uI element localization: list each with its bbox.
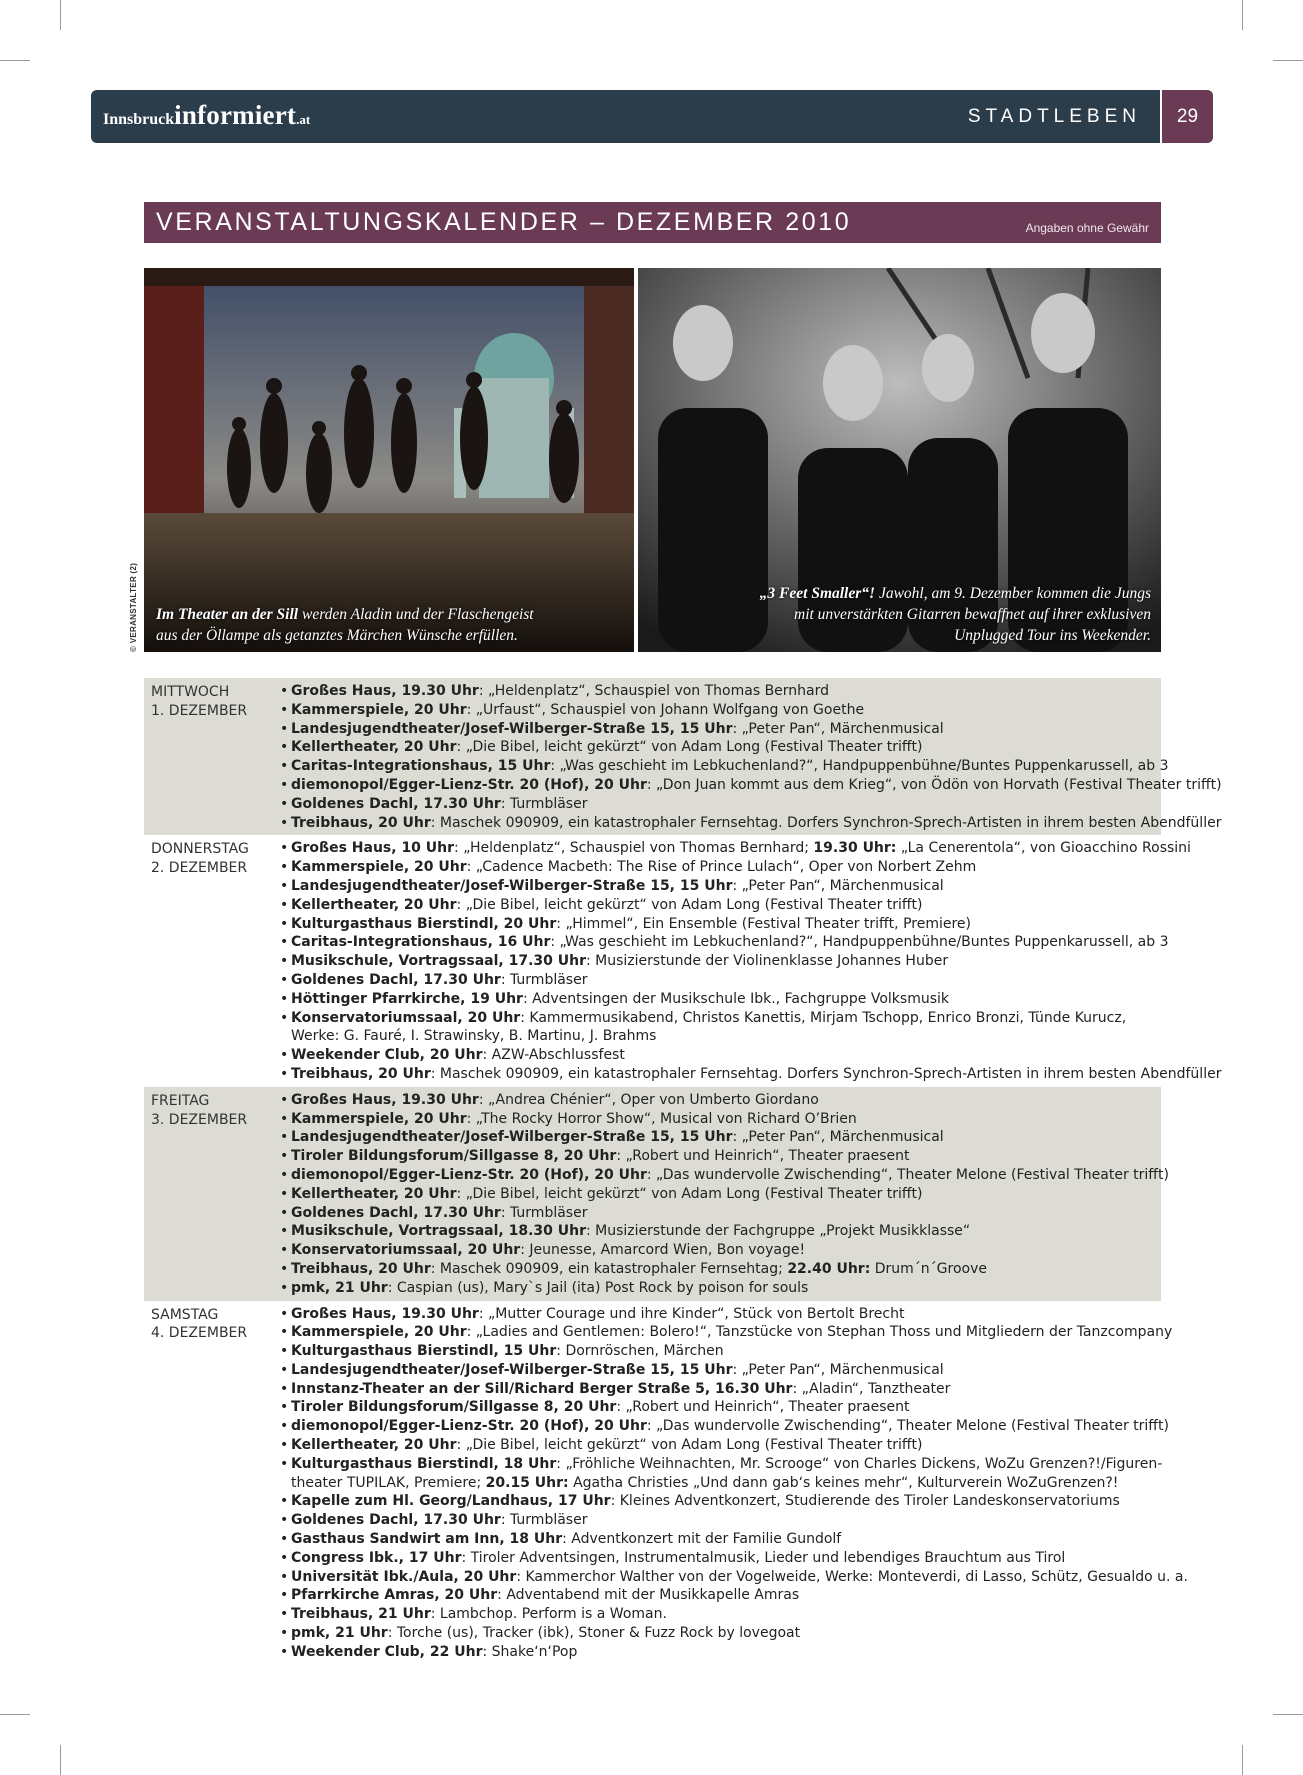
event-description: : Musizierstunde der Violinenklasse Johannes Huber xyxy=(586,953,949,970)
event-description: : Shake‘n‘Pop xyxy=(482,1643,578,1660)
event-venue-time: Höttinger Pfarrkirche, 19 Uhr xyxy=(291,990,523,1007)
day-label xyxy=(151,1092,247,1130)
photo-credit: © VERANSTALTER (2) xyxy=(129,562,138,652)
event-description: : „Peter Pan“, Märchenmusical xyxy=(732,1361,944,1378)
event-venue-time: Congress Ibk., 17 Uhr xyxy=(291,1549,462,1566)
event-description: : Jeunesse, Amarcord Wien, Bon voyage! xyxy=(520,1242,806,1259)
event-description: : Kleines Adventkonzert, Studierende des Tiroler Landeskonservatoriums xyxy=(610,1493,1120,1510)
event-venue-time: Landesjugendtheater/Josef-Wilberger-Straße 15, 15 Uhr xyxy=(291,1129,733,1146)
event-description: : Torche (us), Tracker (ibk), Stoner & Fuzz Rock by lovegoat xyxy=(387,1625,801,1642)
event-description-2: Drum´n´Groove xyxy=(870,1260,988,1277)
event-list xyxy=(280,1305,1188,1662)
event-description-continued: theater TUPILAK, Premiere; xyxy=(291,1474,486,1491)
event-item xyxy=(280,1204,1161,1223)
day-block xyxy=(144,1087,1169,1301)
brand-part2: informiert xyxy=(174,100,297,130)
event-time-3: 20.15 Uhr: xyxy=(485,1474,569,1491)
photo-band xyxy=(638,268,1161,652)
event-description: : „Andrea Chénier“, Oper von Umberto Giordano xyxy=(478,1091,819,1108)
event-description: : Adventabend mit der Musikkapelle Amras xyxy=(497,1587,800,1604)
event-description: : Adventkonzert mit der Familie Gundolf xyxy=(562,1531,842,1548)
event-item xyxy=(280,1436,1161,1455)
event-description: : „Heldenplatz“, Schauspiel von Thomas Bernhard xyxy=(478,683,830,699)
event-item xyxy=(280,971,1161,990)
event-item xyxy=(280,682,1161,701)
event-item xyxy=(280,1260,1161,1279)
event-description: : „Peter Pan“, Märchenmusical xyxy=(732,877,944,894)
event-item xyxy=(280,1279,1161,1298)
event-description: : „Cadence Macbeth: The Rise of Prince Lulach“, Oper von Norbert Zehm xyxy=(466,859,977,876)
caption-left-line2: aus der Öllampe als getanztes Märchen Wünsche erfüllen. xyxy=(156,627,518,644)
event-description: : AZW-Abschlussfest xyxy=(482,1047,625,1064)
event-venue-time: Weekender Club, 20 Uhr xyxy=(291,1047,483,1064)
event-item xyxy=(280,933,1169,952)
day-label xyxy=(151,1306,247,1344)
event-item xyxy=(280,877,1161,896)
event-description: : „Mutter Courage und ihre Kinder“, Stück von Bertolt Brecht xyxy=(478,1305,905,1322)
event-item xyxy=(280,720,1161,739)
event-venue-time: Großes Haus, 10 Uhr xyxy=(291,840,455,857)
calendar-title-bar xyxy=(144,202,1161,243)
event-venue-time: Kellertheater, 20 Uhr xyxy=(291,896,457,913)
crop-mark xyxy=(0,60,30,61)
event-item xyxy=(280,1361,1161,1380)
event-item xyxy=(280,1009,1161,1047)
event-description: : „Peter Pan“, Märchenmusical xyxy=(732,1129,944,1146)
event-description-continued: Werke: G. Fauré, I. Strawinsky, B. Martinu, J. Brahms xyxy=(291,1028,657,1045)
event-venue-time: diemonopol/Egger-Lienz-Str. 20 (Hof), 20 Uhr xyxy=(291,1166,647,1183)
date: 4. DEZEMBER xyxy=(151,1325,248,1342)
event-venue-time: Goldenes Dachl, 17.30 Uhr xyxy=(291,1512,501,1529)
event-description-3: Agatha Christies „Und dann gab‘s keines mehr“, Kulturverein WoZuGrenzen?! xyxy=(568,1474,1119,1491)
event-description: : „Don Juan kommt aus dem Krieg“, von Ödön von Horvath (Festival Theater trifft) xyxy=(646,776,1222,793)
event-item xyxy=(280,839,1191,858)
event-item xyxy=(280,1568,1188,1587)
event-venue-time: Großes Haus, 19.30 Uhr xyxy=(291,1305,479,1322)
event-item xyxy=(280,915,1161,934)
event-item xyxy=(280,776,1222,795)
event-item xyxy=(280,1605,1161,1624)
event-item xyxy=(280,814,1222,833)
event-venue-time: Konservatoriumssaal, 20 Uhr xyxy=(291,1242,521,1259)
dance-stage-image xyxy=(144,268,634,652)
event-description: : Maschek 090909, ein katastrophaler Fernsehtag. Dorfers Synchron-Sprech-Artisten in ihrem besten Abendfüller xyxy=(430,1065,1222,1082)
event-venue-time: Kellertheater, 20 Uhr xyxy=(291,1437,457,1454)
event-venue-time: Kapelle zum Hl. Georg/Landhaus, 17 Uhr xyxy=(291,1493,611,1510)
event-item xyxy=(280,1342,1161,1361)
event-item xyxy=(280,1241,1161,1260)
event-list xyxy=(280,1091,1169,1298)
event-venue-time: Großes Haus, 19.30 Uhr xyxy=(291,1091,479,1108)
caption-right-highlight: „3 Feet Smaller“! xyxy=(759,585,876,602)
event-item xyxy=(280,1417,1169,1436)
event-description: : „The Rocky Horror Show“, Musical von Richard O’Brien xyxy=(466,1110,857,1127)
event-item xyxy=(280,1222,1161,1241)
event-description: : Maschek 090909, ein katastrophaler Fernsehtag; xyxy=(430,1260,788,1277)
event-venue-time: Universität Ibk./Aula, 20 Uhr xyxy=(291,1568,517,1585)
weekday: FREITAG xyxy=(151,1092,210,1109)
event-item xyxy=(280,1586,1161,1605)
event-venue-time: Treibhaus, 20 Uhr xyxy=(291,814,431,831)
event-description: : „Fröhliche Weihnachten, Mr. Scrooge“ von Charles Dickens, WoZu Grenzen?!/Figuren- xyxy=(556,1455,1163,1472)
crop-mark xyxy=(1273,60,1303,61)
page-number-box xyxy=(1160,90,1213,143)
event-venue-time: Kulturgasthaus Bierstindl, 20 Uhr xyxy=(291,915,557,932)
event-venue-time: Kellertheater, 20 Uhr xyxy=(291,739,457,756)
event-time-2: 19.30 Uhr: xyxy=(813,840,897,857)
event-description: : „Himmel“, Ein Ensemble (Festival Theater trifft, Premiere) xyxy=(556,915,971,932)
event-item xyxy=(280,1305,1161,1324)
event-item xyxy=(280,1549,1161,1568)
event-item xyxy=(280,1110,1161,1129)
caption-right-line2: mit unverstärkten Gitarren bewaffnet auf ihrer exklusiven xyxy=(794,606,1151,623)
event-venue-time: Goldenes Dachl, 17.30 Uhr xyxy=(291,971,501,988)
event-description-2: „La Cenerentola“, von Gioacchino Rossini xyxy=(896,840,1191,857)
day-label xyxy=(151,683,247,721)
event-item xyxy=(280,738,1161,757)
event-venue-time: Musikschule, Vortragssaal, 18.30 Uhr xyxy=(291,1223,586,1240)
event-description: : „Urfaust“, Schauspiel von Johann Wolfgang von Goethe xyxy=(466,701,865,718)
event-venue-time: Tiroler Bildungsforum/Sillgasse 8, 20 Uhr xyxy=(291,1148,617,1165)
event-description: : Musizierstunde der Fachgruppe „Projekt Musikklasse“ xyxy=(586,1223,971,1240)
event-venue-time: Treibhaus, 21 Uhr xyxy=(291,1606,431,1623)
event-item xyxy=(280,1530,1161,1549)
event-description: : „Heldenplatz“, Schauspiel von Thomas Bernhard; xyxy=(454,840,814,857)
brand-part1: Innsbruck xyxy=(103,111,175,128)
crop-mark xyxy=(1242,1745,1243,1775)
weekday: MITTWOCH xyxy=(151,684,230,700)
event-description: : Kammerchor Walther von der Vogelweide, Werke: Monteverdi, di Lasso, Schütz, Gesualdo u. a. xyxy=(516,1568,1188,1585)
event-venue-time: Treibhaus, 20 Uhr xyxy=(291,1065,431,1082)
date: 2. DEZEMBER xyxy=(151,860,248,877)
event-description: : „Die Bibel, leicht gekürzt“ von Adam Long (Festival Theater trifft) xyxy=(456,739,923,756)
event-venue-time: Kammerspiele, 20 Uhr xyxy=(291,1324,467,1341)
event-venue-time: Goldenes Dachl, 17.30 Uhr xyxy=(291,795,501,812)
event-description: : Dornröschen, Märchen xyxy=(556,1343,724,1360)
weekday: SAMSTAG xyxy=(151,1306,219,1323)
event-item xyxy=(280,1128,1161,1147)
event-description: : „Was geschieht im Lebkuchenland?“, Handpuppenbühne/Buntes Puppenkarussell, ab 3 xyxy=(550,758,1169,775)
event-description: : „Aladin“, Tanztheater xyxy=(792,1380,951,1397)
event-item xyxy=(280,858,1161,877)
event-venue-time: Großes Haus, 19.30 Uhr xyxy=(291,683,479,699)
event-description: : Caspian (us), Mary`s Jail (ita) Post Rock by poison for souls xyxy=(387,1279,809,1296)
event-item xyxy=(280,1065,1222,1084)
event-item xyxy=(280,1398,1161,1417)
event-item xyxy=(280,896,1161,915)
event-description: : „Die Bibel, leicht gekürzt“ von Adam Long (Festival Theater trifft) xyxy=(456,1185,923,1202)
event-item xyxy=(280,1643,1161,1662)
event-description: : Tiroler Adventsingen, Instrumentalmusik, Lieder und lebendiges Brauchtum aus Tirol xyxy=(461,1549,1066,1566)
event-description: : Turmbläser xyxy=(500,795,588,812)
event-venue-time: Kammerspiele, 20 Uhr xyxy=(291,701,467,718)
event-item xyxy=(280,990,1161,1009)
day-block xyxy=(144,678,1222,835)
event-description: : „Die Bibel, leicht gekürzt“ von Adam Long (Festival Theater trifft) xyxy=(456,1437,923,1454)
event-item xyxy=(280,1185,1161,1204)
day-block xyxy=(144,835,1222,1086)
event-venue-time: Landesjugendtheater/Josef-Wilberger-Straße 15, 15 Uhr xyxy=(291,720,733,737)
event-time-2: 22.40 Uhr: xyxy=(787,1260,871,1277)
event-item xyxy=(280,1624,1161,1643)
header-bar xyxy=(91,90,1213,143)
crop-mark xyxy=(0,1714,30,1715)
event-description: : „Robert und Heinrich“, Theater praesent xyxy=(616,1399,910,1416)
event-venue-time: pmk, 21 Uhr xyxy=(291,1279,388,1296)
date: 1. DEZEMBER xyxy=(151,702,248,719)
photo-caption-right xyxy=(760,583,1151,646)
event-description: : Turmbläser xyxy=(500,1512,588,1529)
event-venue-time: pmk, 21 Uhr xyxy=(291,1625,388,1642)
event-venue-time: diemonopol/Egger-Lienz-Str. 20 (Hof), 20 Uhr xyxy=(291,1418,647,1435)
event-item xyxy=(280,1511,1161,1530)
calendar-title: VERANSTALTUNGSKALENDER – DEZEMBER 2010 xyxy=(156,208,852,236)
event-venue-time: Konservatoriumssaal, 20 Uhr xyxy=(291,1009,521,1026)
section-title: STADTLEBEN xyxy=(967,106,1141,127)
event-item xyxy=(280,952,1161,971)
event-list xyxy=(280,682,1222,832)
event-venue-time: Caritas-Integrationshaus, 15 Uhr xyxy=(291,758,551,775)
event-venue-time: diemonopol/Egger-Lienz-Str. 20 (Hof), 20 Uhr xyxy=(291,776,647,793)
day-block xyxy=(144,1301,1188,1665)
brand-part3: .at xyxy=(296,112,311,127)
event-item xyxy=(280,1323,1173,1342)
event-description: : Turmbläser xyxy=(500,1204,588,1221)
day-label xyxy=(151,840,249,878)
event-venue-time: Landesjugendtheater/Josef-Wilberger-Straße 15, 15 Uhr xyxy=(291,1361,733,1378)
event-venue-time: Tiroler Bildungsforum/Sillgasse 8, 20 Uhr xyxy=(291,1399,617,1416)
event-description: : Turmbläser xyxy=(500,971,588,988)
event-venue-time: Musikschule, Vortragssaal, 17.30 Uhr xyxy=(291,953,586,970)
event-venue-time: Landesjugendtheater/Josef-Wilberger-Straße 15, 15 Uhr xyxy=(291,877,733,894)
event-description: : Lambchop. Perform is a Woman. xyxy=(430,1606,667,1623)
event-calendar xyxy=(144,678,1222,1665)
weekday: DONNERSTAG xyxy=(151,841,249,858)
event-venue-time: Weekender Club, 22 Uhr xyxy=(291,1643,483,1660)
event-item xyxy=(280,1147,1161,1166)
event-venue-time: Caritas-Integrationshaus, 16 Uhr xyxy=(291,934,551,951)
event-venue-time: Pfarrkirche Amras, 20 Uhr xyxy=(291,1587,498,1604)
caption-right-text: Jawohl, am 9. Dezember kommen die Jungs xyxy=(875,585,1151,602)
event-description: : Kammermusikabend, Christos Kanettis, Mirjam Tschopp, Enrico Bronzi, Tünde Kurucz, xyxy=(520,1009,1127,1026)
event-venue-time: Kammerspiele, 20 Uhr xyxy=(291,1110,467,1127)
crop-mark xyxy=(1273,1714,1303,1715)
caption-left-text: werden Aladin und der Flaschengeist xyxy=(298,606,534,623)
event-list xyxy=(280,839,1222,1083)
event-description: : Adventsingen der Musikschule Ibk., Fachgruppe Volksmusik xyxy=(522,990,950,1007)
event-description: : „Ladies and Gentlemen: Bolero!“, Tanzstücke von Stephan Thoss und Mitgliedern der Tanzcompany xyxy=(466,1324,1173,1341)
event-description: : „Peter Pan“, Märchenmusical xyxy=(732,720,944,737)
brand-logo xyxy=(103,100,310,131)
photo-dance-stage xyxy=(144,268,634,652)
crop-mark xyxy=(60,0,61,30)
photo-caption-left xyxy=(156,604,534,646)
event-description: : „Das wundervolle Zwischending“, Theater Melone (Festival Theater trifft) xyxy=(646,1418,1169,1435)
event-item xyxy=(280,1455,1161,1493)
event-venue-time: Gasthaus Sandwirt am Inn, 18 Uhr xyxy=(291,1531,563,1548)
event-venue-time: Kellertheater, 20 Uhr xyxy=(291,1185,457,1202)
disclaimer: Angaben ohne Gewähr xyxy=(1025,221,1149,235)
event-venue-time: Kulturgasthaus Bierstindl, 15 Uhr xyxy=(291,1343,557,1360)
caption-left-highlight: Im Theater an der Sill xyxy=(156,606,299,623)
crop-mark xyxy=(1242,0,1243,30)
event-item xyxy=(280,795,1161,814)
event-description: : „Die Bibel, leicht gekürzt“ von Adam Long (Festival Theater trifft) xyxy=(456,896,923,913)
event-item xyxy=(280,701,1161,720)
event-item xyxy=(280,757,1169,776)
event-item xyxy=(280,1046,1161,1065)
event-venue-time: Kulturgasthaus Bierstindl, 18 Uhr xyxy=(291,1455,557,1472)
event-venue-time: Treibhaus, 20 Uhr xyxy=(291,1260,431,1277)
event-description: : Maschek 090909, ein katastrophaler Fernsehtag. Dorfers Synchron-Sprech-Artisten in ihrem besten Abendfüller xyxy=(430,814,1222,831)
event-item xyxy=(280,1492,1161,1511)
event-venue-time: Goldenes Dachl, 17.30 Uhr xyxy=(291,1204,501,1221)
event-description: : „Was geschieht im Lebkuchenland?“, Handpuppenbühne/Buntes Puppenkarussell, ab 3 xyxy=(550,934,1169,951)
crop-mark xyxy=(60,1745,61,1775)
event-venue-time: Kammerspiele, 20 Uhr xyxy=(291,859,467,876)
event-item xyxy=(280,1380,1161,1399)
event-item xyxy=(280,1091,1161,1110)
event-description: : „Das wundervolle Zwischending“, Theater Melone (Festival Theater trifft) xyxy=(646,1166,1169,1183)
caption-right-line3: Unplugged Tour ins Weekender. xyxy=(954,627,1151,644)
event-description: : „Robert und Heinrich“, Theater praesent xyxy=(616,1148,910,1165)
date: 3. DEZEMBER xyxy=(151,1111,248,1128)
event-venue-time: Innstanz-Theater an der Sill/Richard Berger Straße 5, 16.30 Uhr xyxy=(291,1380,793,1397)
page-number: 29 xyxy=(1176,106,1199,127)
event-item xyxy=(280,1166,1169,1185)
